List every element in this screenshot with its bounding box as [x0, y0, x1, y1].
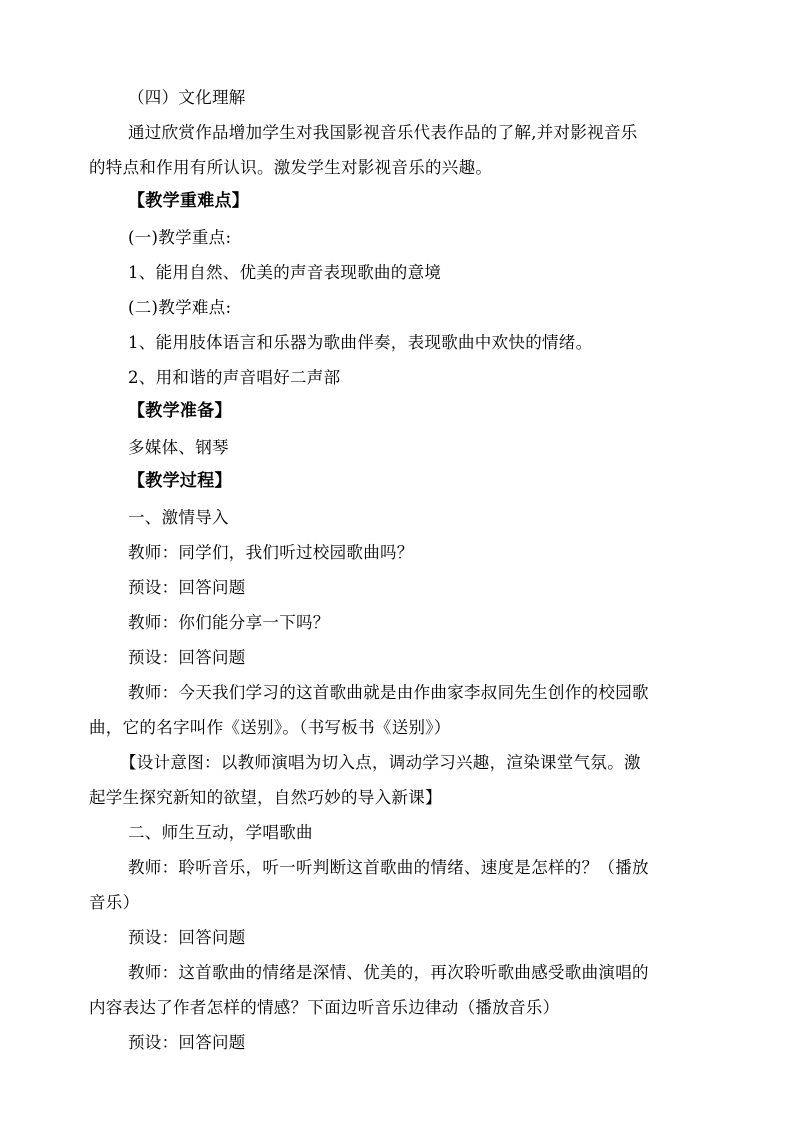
- heading-key-difficult-points: 【教学重难点】: [128, 191, 250, 211]
- dialogue-line: 教师：聆听音乐，听一听判断这首歌曲的情绪、速度是怎样的？（播放: [128, 858, 649, 877]
- list-item: 1、能用自然、优美的声音表现歌曲的意境: [128, 263, 442, 282]
- dialogue-line: 预设：回答问题: [128, 1033, 246, 1052]
- dialogue-line: 预设：回答问题: [128, 928, 246, 947]
- heading-preparation: 【教学准备】: [128, 401, 232, 421]
- dialogue-line: 预设：回答问题: [128, 648, 246, 667]
- subheading-difficult-points: (二)教学难点:: [128, 298, 232, 317]
- paragraph-line: 多媒体、钢琴: [128, 438, 229, 457]
- dialogue-line: 教师：今天我们学习的这首歌曲就是由作曲家李叔同先生创作的校园歌: [128, 683, 649, 702]
- subheading-key-points: (一)教学重点:: [128, 228, 232, 247]
- paragraph-line: 的特点和作用有所认识。激发学生对影视音乐的兴趣。: [89, 158, 493, 177]
- section-heading-culture: （四）文化理解: [128, 88, 246, 107]
- dialogue-line: 教师：这首歌曲的情绪是深情、优美的，再次聆听歌曲感受歌曲演唱的: [128, 963, 649, 982]
- subheading-interaction: 二、师生互动，学唱歌曲: [128, 823, 313, 842]
- dialogue-line: 教师：你们能分享一下吗？: [128, 613, 330, 632]
- dialogue-line: 预设：回答问题: [128, 578, 246, 597]
- list-item: 1、能用肢体语言和乐器为歌曲伴奏，表现歌曲中欢快的情绪。: [128, 333, 593, 352]
- dialogue-line: 内容表达了作者怎样的情感？下面边听音乐边律动（播放音乐）: [89, 998, 560, 1017]
- dialogue-line: 音乐）: [89, 893, 140, 912]
- dialogue-line: 教师：同学们，我们听过校园歌曲吗？: [128, 543, 414, 562]
- design-intent-line: 【设计意图：以教师演唱为切入点，调动学习兴趣，渲染课堂气氛。激: [120, 753, 641, 772]
- dialogue-line: 曲，它的名字叫作《送别》。（书写板书《送别》）: [89, 718, 451, 737]
- paragraph-line: 通过欣赏作品增加学生对我国影视音乐代表作品的了解,并对影视音乐: [128, 123, 638, 142]
- heading-process: 【教学过程】: [128, 471, 232, 491]
- list-item: 2、用和谐的声音唱好二声部: [128, 368, 341, 387]
- design-intent-line: 起学生探究新知的欲望，自然巧妙的导入新课】: [89, 788, 442, 807]
- subheading-intro: 一、激情导入: [128, 508, 229, 527]
